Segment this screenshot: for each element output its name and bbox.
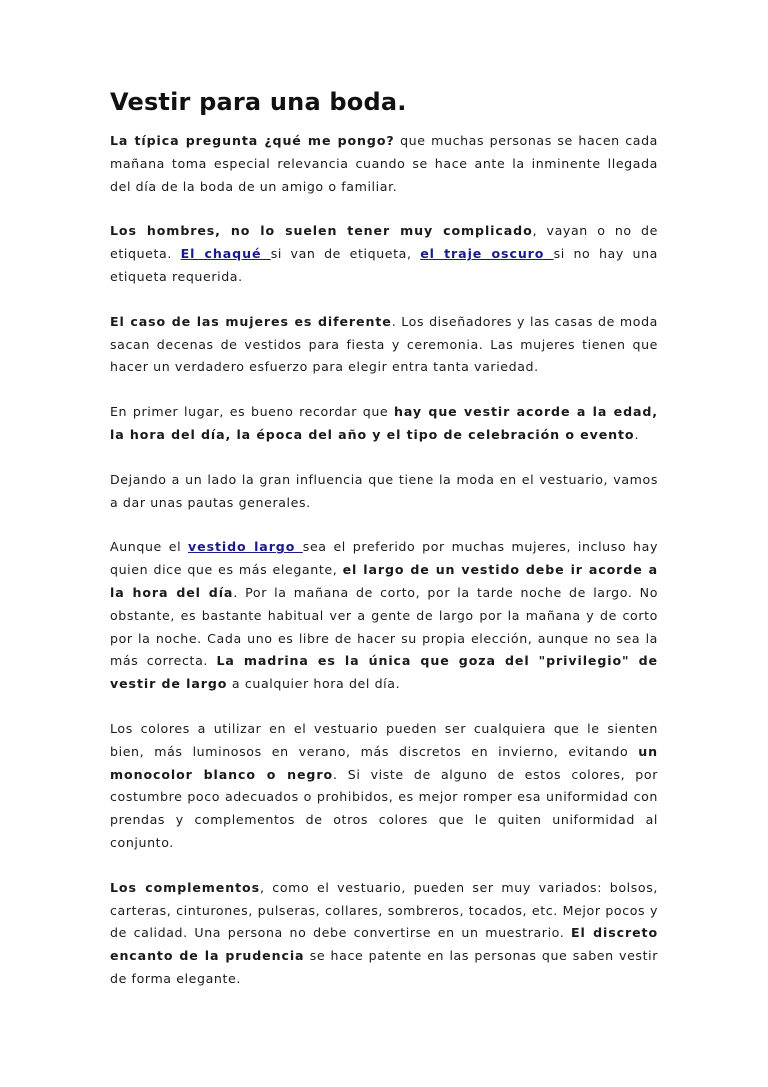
paragraph-long-dress [110,536,658,696]
link-vestido-largo[interactable]: vestido largo [188,539,303,555]
document-page [110,88,658,1013]
bold-text: hay que vestir acorde a la edad, la hora del día, la época del año y el tipo de celebración o evento [110,404,658,442]
body-text: Dejando a un lado la gran influencia que tiene la moda en el vestuario, vamos a dar unas pautas generales. [110,471,658,510]
paragraph-men [110,220,658,288]
body-text: , como el vestuario, pueden ser muy variados: bolsos, carteras, cinturones, pulseras, collares, sombreros, tocados, etc. Mejor pocos y de calidad. Una persona no debe convertirse en un muestrario. [110,879,658,941]
bold-text: El discreto encanto de la prudencia [110,925,658,964]
body-text: a cualquier hora del día. [227,676,401,692]
bold-text: el largo de un vestido debe ir acorde a la hora del día [110,562,658,600]
body-text: . Por la mañana de corto, por la tarde noche de largo. No obstante, es bastante habitual ver a gente de largo por la mañana y de corto por la noche. Cada uno es libre de hacer su propia elección, aunque no sea la más correcta. [110,584,659,669]
link-chaque[interactable]: El chaqué [180,246,271,262]
body-text: En primer lugar, es bueno recordar que [110,404,395,420]
body-text: Aunque el [110,539,189,555]
body-text: sea el preferido por muchas mujeres, incluso hay quien dice que es más elegante, [110,539,659,578]
body-text: . Si viste de alguno de estos colores, por costumbre poco adecuados o prohibidos, es mejor romper esa uniformidad con prendas y complementos de otros colores que le quiten uniformidad al conjunto. [110,766,658,850]
bold-text: La típica pregunta ¿qué me pongo? [110,133,395,148]
body-text: que muchas personas se hacen cada mañana toma especial relevancia cuando se hace ante la inminente llegada del día de la boda de un amigo o familiar. [110,133,659,194]
body-text: Los colores a utilizar en el vestuario pueden ser cualquiera que le sienten bien, más luminosos en verano, más discretos en invierno, evitando [110,720,658,759]
body-text: si van de etiqueta, [270,246,421,262]
bold-text: Los complementos [110,879,260,895]
paragraph-accessories [110,877,658,991]
body-text: . Los diseñadores y las casas de moda sacan decenas de vestidos para fiesta y ceremonia. Las mujeres tienen que hacer un verdadero esfuerzo para elegir entra tanta variedad. [110,313,658,375]
paragraph-colors [110,718,658,855]
paragraph-first-place [110,401,658,447]
paragraph-women [110,311,658,379]
bold-text: El caso de las mujeres es diferente [110,313,392,329]
body-text: , vayan o no de etiqueta. [110,223,658,262]
bold-text: Los hombres, no lo suelen tener muy complicado [110,223,533,239]
bold-text: La madrina es la única que goza del "privilegio" de vestir de largo [110,653,658,692]
paragraph-intro [110,130,658,198]
body-text: . [634,426,640,442]
paragraph-guidelines [110,469,658,515]
document-title: Vestir para una boda. [110,88,407,116]
body-text: si no hay una etiqueta requerida. [110,246,658,284]
link-traje-oscuro[interactable]: el traje oscuro [420,246,554,262]
body-text: se hace patente en las personas que saben vestir de forma elegante. [110,948,658,986]
bold-text: un monocolor blanco o negro [110,743,658,782]
